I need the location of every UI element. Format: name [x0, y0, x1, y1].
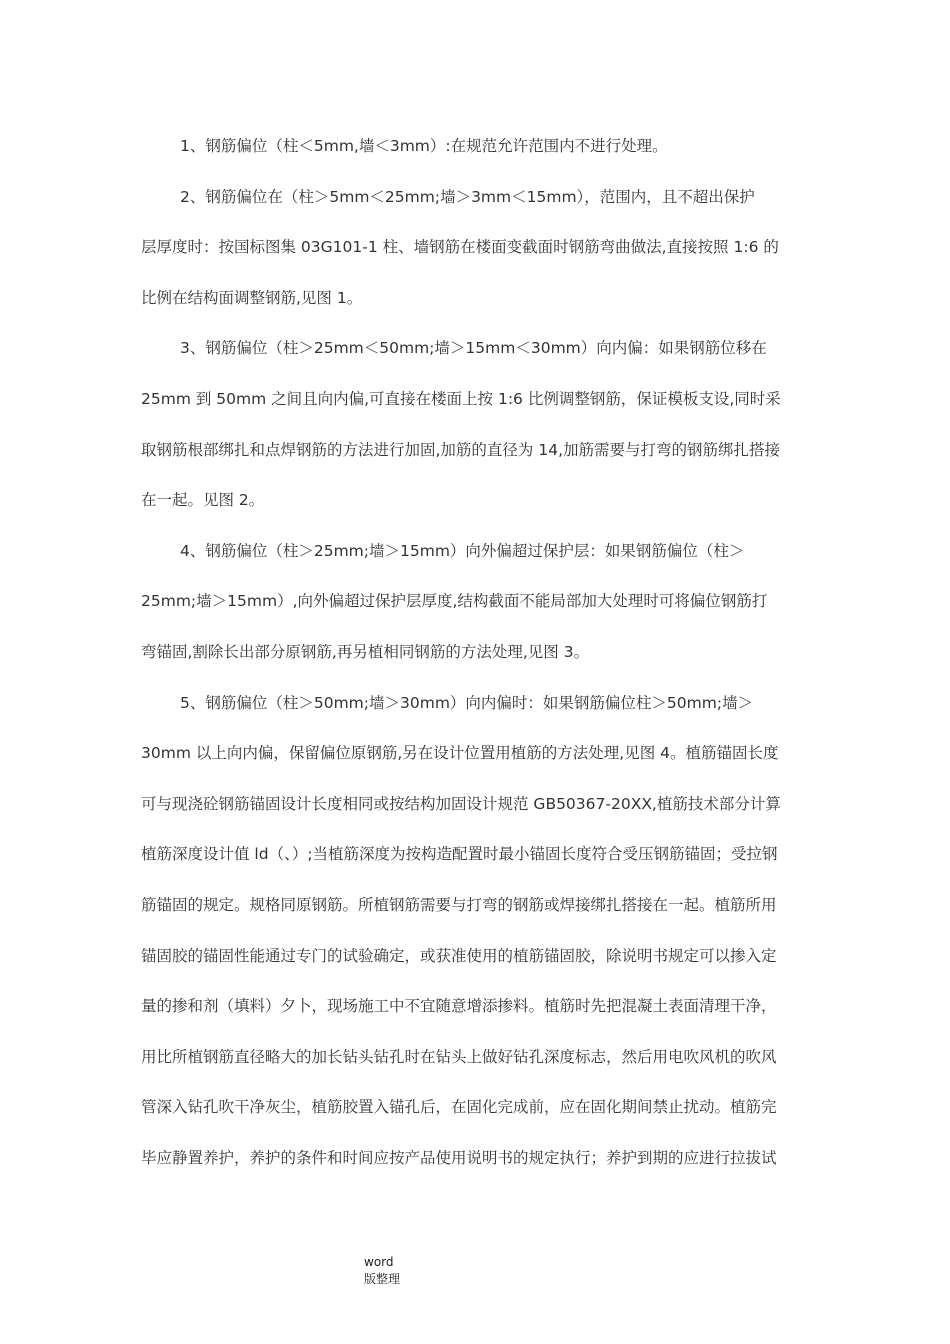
- footer-line-word: word: [364, 1255, 394, 1269]
- paragraph-5-line-3: 可与现浇砼钢筋锚固设计长度相同或按结构加固设计规范 GB50367-20XX,植筋技术部分计算: [141, 794, 781, 813]
- page-footer: [364, 1254, 400, 1288]
- paragraph-5-line-9: 管深入钻孔吹干净灰尘，植筋胶置入锚孔后，在固化完成前，应在固化期间禁止扰动。植筋完: [141, 1098, 777, 1117]
- footer-line-edition: 版整理: [364, 1272, 401, 1286]
- paragraph-1-line-1: 1、钢筋偏位（柱＜5mm,墙＜3mm）:在规范允许范围内不进行处理。: [180, 137, 668, 155]
- paragraph-4-line-2: 25mm;墙＞15mm）,向外偏超过保护层厚度,结构截面不能局部加大处理时可将偏位钢筋打: [141, 592, 768, 611]
- paragraph-2-line-2: 层厚度时：按国标图集 03G101-1 柱、墙钢筋在楼面变截面时钢筋弯曲做法,直接按照 1:6 的: [141, 238, 779, 257]
- document-body: [141, 126, 809, 1188]
- paragraph-5-line-8: 用比所植钢筋直径略大的加长钻头钻孔时在钻头上做好钻孔深度标志，然后用电吹风机的吹风: [141, 1047, 777, 1066]
- paragraph-5-line-10: 毕应静置养护，养护的条件和时间应按产品使用说明书的规定执行；养护到期的应进行拉拔试: [141, 1148, 777, 1167]
- paragraph-5-line-6: 锚固胶的锚固性能通过专门的试验确定，或获准使用的植筋锚固胶，除说明书规定可以掺入定: [141, 946, 777, 965]
- paragraph-5-line-2: 30mm 以上向内偏，保留偏位原钢筋,另在设计位置用植筋的方法处理,见图 4。植筋锚固长度: [141, 744, 779, 763]
- paragraph-5-line-7: 量的掺和剂（填料）夕卜，现场施工中不宜随意增添掺料。植筋时先把混凝土表面清理干净，: [141, 997, 777, 1016]
- paragraph-3-line-1: 3、钢筋偏位（柱＞25mm＜50mm;墙＞15mm＜30mm）向内偏：如果钢筋位移在: [180, 339, 767, 358]
- paragraph-2-line-3: 比例在结构面调整钢筋,见图 1。: [141, 288, 363, 307]
- paragraph-2-line-1: 2、钢筋偏位在（柱＞5mm＜25mm;墙＞3mm＜15mm），范围内，且不超出保护: [180, 187, 755, 206]
- paragraph-3-line-4: 在一起。见图 2。: [141, 491, 265, 510]
- paragraph-3-line-3: 取钢筋根部绑扎和点焊钢筋的方法进行加固,加筋的直径为 14,加筋需要与打弯的钢筋绑扎搭接: [141, 440, 781, 459]
- paragraph-3-line-2: 25mm 到 50mm 之间且向内偏,可直接在楼面上按 1:6 比例调整钢筋，保证模板支设,同时采: [141, 389, 781, 408]
- paragraph-5-line-5: 筋锚固的规定。规格同原钢筋。所植钢筋需要与打弯的钢筋或焊接绑扎搭接在一起。植筋所用: [141, 895, 777, 914]
- paragraph-5-line-1: 5、钢筋偏位（柱＞50mm;墙＞30mm）向内偏时：如果钢筋偏位柱＞50mm;墙＞: [180, 693, 754, 712]
- paragraph-5-line-4: 植筋深度设计值 ld（、）;当植筋深度为按构造配置时最小锚固长度符合受压钢筋锚固；受拉钢: [141, 845, 778, 864]
- paragraph-4-line-1: 4、钢筋偏位（柱＞25mm;墙＞15mm）向外偏超过保护层：如果钢筋偏位（柱＞: [180, 541, 745, 560]
- paragraph-4-line-3: 弯锚固,割除长出部分原钢筋,再另植相同钢筋的方法处理,见图 3。: [141, 642, 590, 661]
